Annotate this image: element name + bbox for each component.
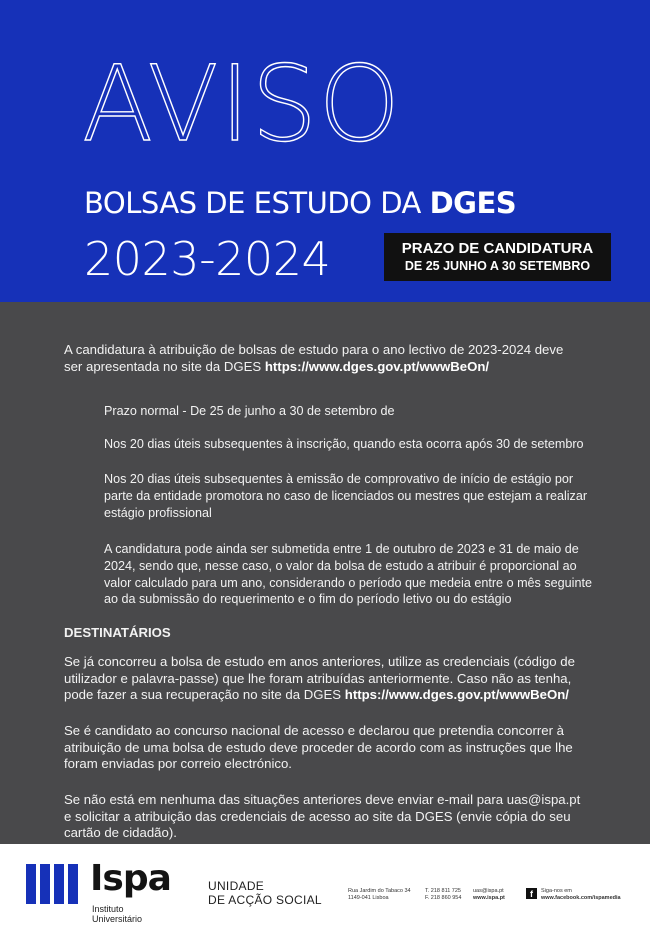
email-link[interactable]: uas@ispa.pt bbox=[473, 888, 504, 894]
intro-link[interactable]: https://www.dges.gov.pt/wwwBeOn/ bbox=[264, 358, 490, 374]
paragraph-national-access: Se é candidato ao concurso nacional de acesso e declarou que pretendia concorrer à atribuição de uma bolsa de estudo deve proceder de acordo com as instruções que lhe foram enviadas por correio electrónico. bbox=[64, 723, 573, 771]
logo-sub-line: Universitário bbox=[92, 914, 143, 924]
list-item: A candidatura pode ainda ser submetida entre 1 de outubro de 2023 e 31 de maio de 2024, sendo que, nesse caso, o valor da bolsa de estudo a atribuir é proporcional ao valor calculado para um ano, considerando o período que medeia entre o mês seguinte ao da submissão do requerimento e o fim do período letivo ou do estágio bbox=[104, 542, 592, 607]
footer bbox=[0, 844, 650, 928]
logo-name: Ispa bbox=[90, 858, 171, 899]
address-line: Rua Jardim do Tabaco 34 bbox=[348, 888, 411, 894]
logo-sub-line: Instituto bbox=[92, 904, 124, 914]
address bbox=[348, 888, 411, 902]
address-line: 1149-041 Lisboa bbox=[348, 895, 389, 901]
section-heading: DESTINATÁRIOS bbox=[64, 625, 171, 640]
academic-year: 2023-2024 bbox=[84, 232, 331, 286]
para1-link[interactable]: https://www.dges.gov.pt/wwwBeOn/ bbox=[344, 687, 569, 702]
list-item: Prazo normal - De 25 de junho a 30 de setembro de bbox=[104, 404, 395, 418]
list-item: Nos 20 dias úteis subsequentes à emissão de comprovativo de início de estágio por parte da entidade promotora no caso de licenciados ou mestres que estejam a realizar estágio profissional bbox=[104, 472, 588, 520]
contacts-web bbox=[473, 888, 505, 902]
page-subtitle bbox=[84, 186, 516, 220]
deadline-dates: DE 25 JUNHO A 30 SETEMBRO bbox=[404, 259, 591, 273]
deadline-label: PRAZO DE CANDIDATURA bbox=[401, 240, 594, 257]
intro-paragraph bbox=[64, 342, 584, 375]
deadline-box bbox=[384, 233, 611, 281]
notice-body bbox=[0, 302, 650, 844]
ispa-logo-icon bbox=[26, 864, 80, 904]
unit-name bbox=[208, 879, 322, 907]
list-item: Nos 20 dias úteis subsequentes à inscrição, quando esta ocorra após 30 de setembro bbox=[104, 437, 584, 451]
fax: F. 218 860 954 bbox=[425, 895, 462, 901]
website-link[interactable]: www.ispa.pt bbox=[473, 895, 505, 901]
header-banner bbox=[0, 0, 650, 302]
social-label: Siga-nos em bbox=[541, 888, 572, 894]
intro-text: A candidatura à atribuição de bolsas de estudo para o ano lectivo de 2023-2024 deve ser apresentada no site da DGES bbox=[64, 342, 564, 374]
paragraph-returning bbox=[64, 654, 584, 704]
phone: T. 218 811 725 bbox=[425, 888, 461, 894]
social bbox=[541, 888, 621, 902]
unit-line: UNIDADE bbox=[208, 879, 265, 893]
paragraph-other: Se não está em nenhuma das situações anteriores deve enviar e-mail para uas@ispa.pt e solicitar a atribuição das credenciais de acesso ao site da DGES (envie cópia do seu cartão de cidadão). bbox=[64, 792, 581, 840]
unit-line: DE ACÇÃO SOCIAL bbox=[208, 893, 322, 907]
subtitle-bold: DGES bbox=[429, 186, 517, 220]
page-title: AVISO bbox=[82, 43, 402, 165]
logo-subtitle bbox=[92, 904, 142, 924]
para1-text: Se já concorreu a bolsa de estudo em anos anteriores, utilize as credenciais (código de utilizador e palavra-passe) que lhe foram atribuídas anteriormente. Caso não as tenha, pode fazer a sua recuperação no site da DGES bbox=[64, 654, 575, 702]
facebook-icon: f bbox=[526, 888, 537, 899]
subtitle-regular: BOLSAS DE ESTUDO DA bbox=[84, 186, 430, 220]
contacts-phone bbox=[425, 888, 461, 902]
facebook-link[interactable]: www.facebook.com/ispamedia bbox=[541, 895, 621, 901]
